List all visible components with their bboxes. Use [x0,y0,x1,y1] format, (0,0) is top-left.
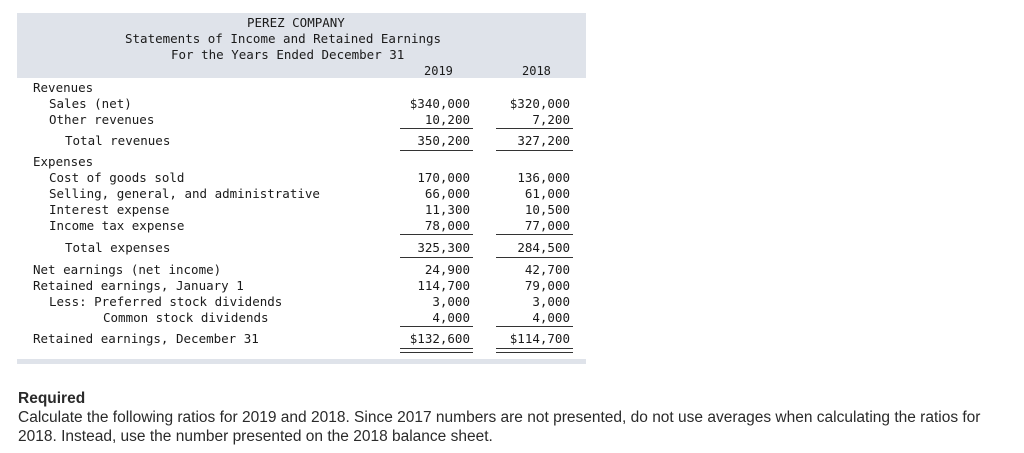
double-rule [496,348,573,353]
rule [400,257,473,258]
interest-label: Interest expense [49,202,170,217]
common-dividends-2019: 4,000 [432,310,470,325]
sga-2018: 61,000 [524,186,570,201]
required-section [18,389,1008,446]
other-revenues-2019: 10,200 [424,112,470,127]
rule [496,257,573,258]
rule [400,234,473,235]
total-revenues-label: Total revenues [65,133,171,148]
rule [496,234,573,235]
rule [496,128,573,129]
net-earnings-2018: 42,700 [524,262,570,277]
company-name: PEREZ COMPANY [247,15,345,30]
rule [400,326,473,327]
revenues-heading: Revenues [33,80,94,95]
rule [400,128,473,129]
re-december-2018: $114,700 [509,331,570,346]
re-january-2018: 79,000 [524,278,570,293]
net-earnings-2019: 24,900 [424,262,470,277]
cogs-2019: 170,000 [417,170,470,185]
statement-period: For the Years Ended December 31 [171,47,405,62]
sales-2019: $340,000 [409,96,470,111]
tax-label: Income tax expense [49,218,185,233]
other-revenues-2018: 7,200 [532,112,570,127]
rule [400,150,473,151]
total-expenses-2018: 284,500 [517,240,570,255]
re-december-label: Retained earnings, December 31 [33,331,259,346]
preferred-dividends-2018: 3,000 [532,294,570,309]
year-2019-header: 2019 [424,64,453,78]
common-dividends-label: Common stock dividends [103,310,269,325]
preferred-dividends-2019: 3,000 [432,294,470,309]
cogs-2018: 136,000 [517,170,570,185]
re-january-label: Retained earnings, January 1 [33,278,244,293]
sga-label: Selling, general, and administrative [49,186,320,201]
net-earnings-label: Net earnings (net income) [33,262,222,277]
statement-title: Statements of Income and Retained Earnings [125,31,442,46]
tax-2018: 77,000 [524,218,570,233]
sales-label: Sales (net) [49,96,132,111]
expenses-heading: Expenses [33,154,94,169]
total-expenses-label: Total expenses [65,240,171,255]
income-statement [17,13,586,363]
required-heading: Required [18,390,86,407]
tax-2019: 78,000 [424,218,470,233]
total-revenues-2019: 350,200 [417,133,470,148]
sga-2019: 66,000 [424,186,470,201]
re-january-2019: 114,700 [417,278,470,293]
cogs-label: Cost of goods sold [49,170,185,185]
double-rule [400,348,473,353]
interest-2019: 11,300 [424,202,470,217]
year-2018-header: 2018 [522,64,551,78]
re-december-2019: $132,600 [409,331,470,346]
interest-2018: 10,500 [524,202,570,217]
rule [496,326,573,327]
total-revenues-2018: 327,200 [517,133,570,148]
other-revenues-label: Other revenues [49,112,155,127]
footer-band [17,359,586,364]
common-dividends-2018: 4,000 [532,310,570,325]
total-expenses-2019: 325,300 [417,240,470,255]
rule [496,150,573,151]
preferred-dividends-label: Less: Preferred stock dividends [49,294,283,309]
required-text: Calculate the following ratios for 2019 and 2018. Since 2017 numbers are not presented, do not use averages when calculating the ratios for 2018. Instead, use the number presented on the 2018 balance sheet. [18,409,981,445]
sales-2018: $320,000 [509,96,570,111]
